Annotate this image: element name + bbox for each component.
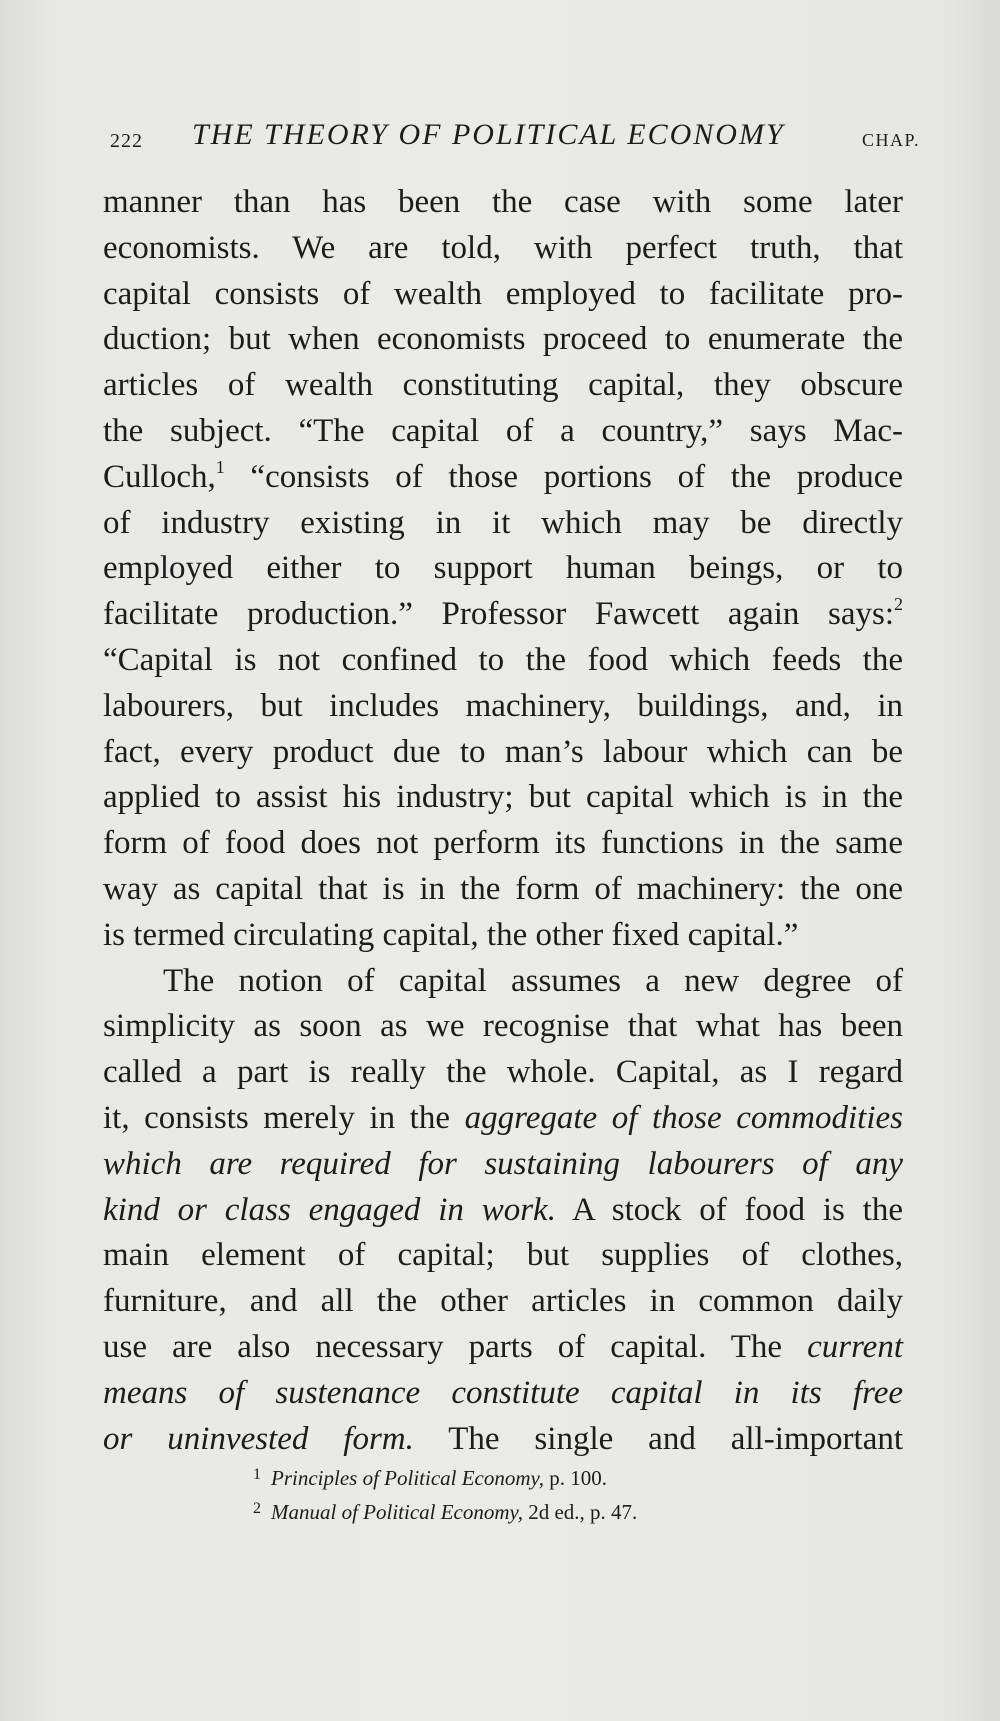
text-line: articles of wealth constituting capital, they obscure	[103, 367, 903, 404]
footnote-title: Manual of Political Economy,	[271, 1500, 523, 1524]
italic-fragment: aggregate of those commodities	[464, 1099, 904, 1136]
italic-fragment: means of sustenance constitute capital in its free	[103, 1374, 903, 1411]
text-line	[103, 1325, 903, 1371]
footnote-1	[253, 1458, 903, 1492]
text-line: is termed circulating capital, the other fixed capital.”	[103, 916, 799, 953]
text-fragment: it, consists merely in the	[103, 1099, 450, 1136]
text-line: manner than has been the case with some later	[103, 184, 903, 220]
page-header	[110, 118, 920, 158]
text-line: the subject. “The capital of a country,” says Mac-	[103, 412, 903, 449]
running-title: THE THEORY OF POLITICAL ECONOMY	[192, 118, 785, 151]
text-line: duction; but when economists proceed to enumerate the	[103, 321, 903, 358]
page-number: 222	[110, 130, 143, 152]
text-line: “Capital is not confined to the food which feeds the	[103, 641, 903, 678]
text-fragment: Culloch,	[103, 458, 216, 495]
italic-fragment: or uninvested form.	[103, 1420, 414, 1457]
footnote-rest: 2d ed., p. 47.	[522, 1500, 638, 1524]
footnote-rest: p. 100.	[543, 1466, 607, 1490]
text-line	[103, 455, 903, 501]
chapter-label: CHAP.	[861, 130, 920, 150]
text-line	[103, 1417, 903, 1463]
text-line	[103, 1188, 903, 1234]
text-fragment: A stock of food is the	[571, 1191, 903, 1228]
footnote-number: 2	[253, 1500, 261, 1517]
text-fragment: facilitate production.” Professor Fawcett again says:	[103, 596, 894, 633]
text-line	[103, 1142, 903, 1188]
italic-fragment: which are required for sustaining labourers of any	[103, 1145, 903, 1182]
text-line: simplicity as soon as we recognise that what has been	[103, 1008, 903, 1045]
text-line: applied to assist his industry; but capital which is in the	[103, 779, 903, 816]
footnote-ref-1: 1	[215, 456, 225, 477]
footnote-ref-2: 2	[894, 594, 903, 615]
text-fragment: use are also necessary parts of capital. The	[103, 1328, 783, 1365]
body-text	[103, 180, 904, 1457]
italic-fragment: kind or class engaged in work.	[103, 1191, 556, 1228]
text-line: labourers, but includes machinery, buildings, and, in	[103, 687, 903, 724]
text-fragment: The single and all-important	[448, 1420, 904, 1457]
text-line	[103, 1096, 903, 1142]
footnote-number: 1	[253, 1466, 261, 1483]
text-line: of industry existing in it which may be directly	[103, 504, 903, 541]
text-line	[103, 592, 903, 638]
text-line	[103, 1371, 903, 1417]
text-line: The notion of capital assumes a new degree of	[163, 962, 903, 999]
italic-fragment: current	[807, 1328, 904, 1365]
text-line: furniture, and all the other articles in common daily	[103, 1283, 903, 1320]
text-line: employed either to support human beings, or to	[103, 550, 903, 587]
footnote-2	[253, 1492, 903, 1526]
text-line: way as capital that is in the form of machinery: the one	[103, 870, 903, 907]
text-line: fact, every product due to man’s labour which can be	[103, 733, 903, 770]
text-fragment: “consists of those portions of the produce	[250, 458, 904, 495]
footnote-title: Principles of Political Economy,	[271, 1466, 544, 1490]
text-line: called a part is really the whole. Capital, as I regard	[103, 1054, 903, 1091]
text-line: main element of capital; but supplies of clothes,	[103, 1237, 903, 1274]
text-line: capital consists of wealth employed to facilitate pro-	[103, 275, 903, 312]
footnotes	[253, 1458, 903, 1526]
text-line: form of food does not perform its functions in the same	[103, 825, 903, 862]
text-line: economists. We are told, with perfect truth, that	[103, 229, 903, 266]
